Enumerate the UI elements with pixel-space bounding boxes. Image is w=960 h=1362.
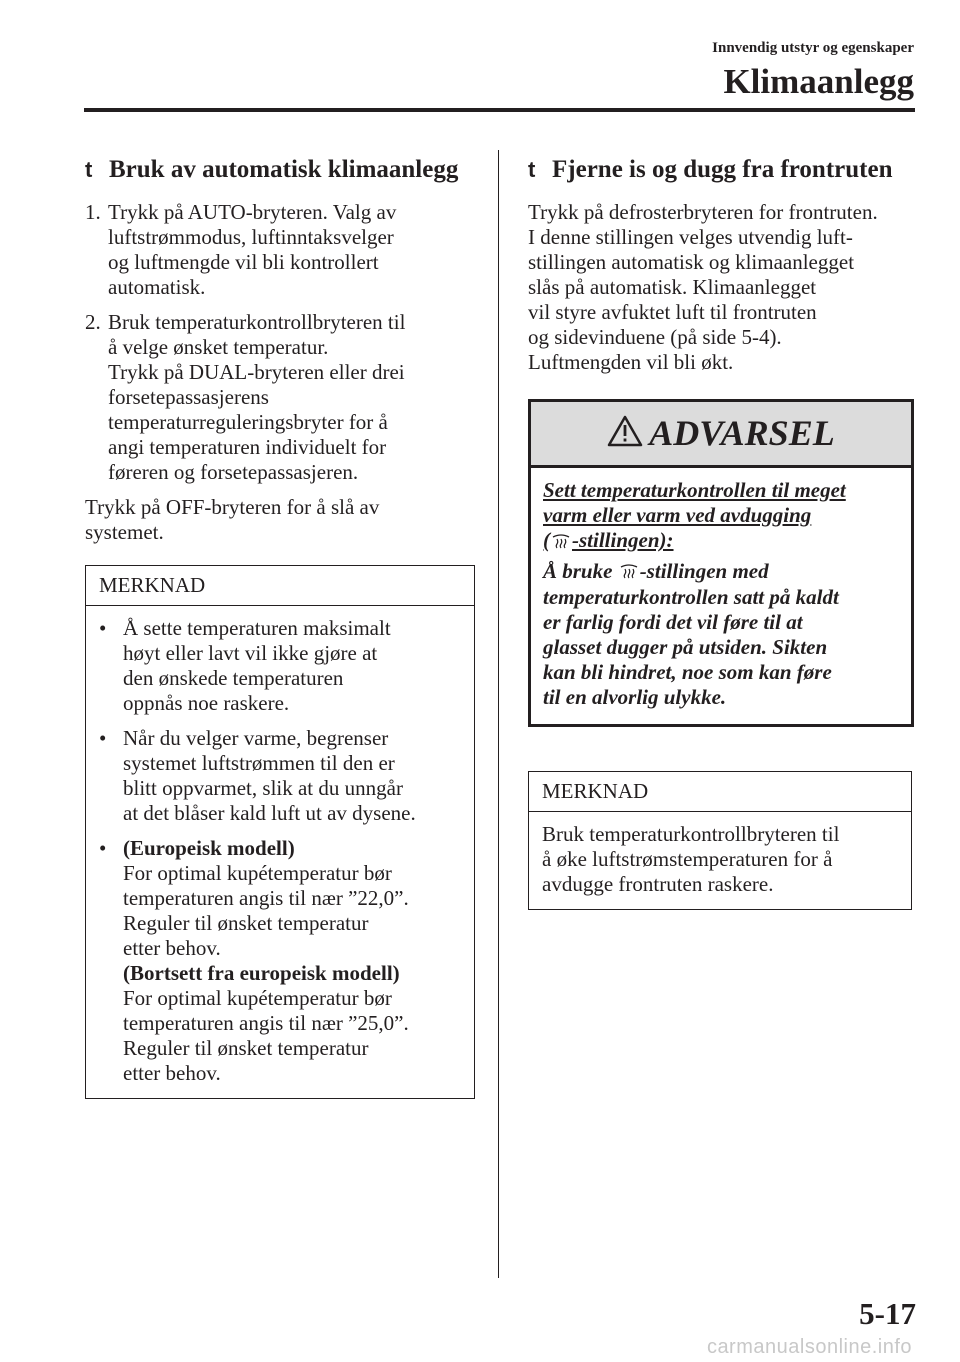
warning-body-line: til en alvorlig ulykke. [543,685,727,710]
text-line: temperaturen angis til nær ”25,0”. [123,1011,409,1035]
section-bullet: t [85,157,93,182]
warning-header [531,402,911,468]
warning-body-line [543,559,899,586]
bullet-dot: • [99,836,107,860]
step-text [108,200,475,300]
right-column [528,154,918,910]
text-line: Bruk temperaturkontrollbryteren til [108,310,406,334]
text-line: automatisk. [108,275,206,299]
note-bullet [99,836,461,1086]
text-line: at det blåser kald luft ut av dysene. [123,801,416,825]
text-line: Trykk på DUAL-bryteren eller drei [108,360,405,384]
text-line: temperaturreguleringsbryter for å [108,410,388,434]
model-heading-eu: (Europeisk modell) [123,836,295,860]
model-heading-non-eu: (Bortsett fra europeisk modell) [123,961,400,985]
warning-title-line: Sett temperaturkontrollen til meget [543,478,846,502]
text-line: angi temperaturen individuelt for [108,435,387,459]
text-line: Når du velger varme, begrenser [123,726,389,750]
page-title: Klimaanlegg [723,62,914,101]
note-body [86,606,474,1098]
windshield-defrost-icon [620,560,638,585]
text-line: stillingen automatisk og klimaanlegget [528,250,855,274]
text-line: Reguler til ønsket temperatur [123,1036,369,1060]
section-heading-text: Bruk av automatisk klimaanlegg [109,156,459,183]
defrost-paragraph [528,200,918,375]
bullet-dot: • [99,726,107,750]
warning-body [531,468,911,724]
text-line: og sidevinduene (på side 5-4). [528,325,782,349]
section-heading-automatic [85,154,475,186]
bullet-dot: • [99,616,107,640]
text-line: Luftmengden vil bli økt. [528,350,734,374]
section-heading-defrost [528,154,918,186]
text-line: etter behov. [123,1061,221,1085]
text-line: Reguler til ønsket temperatur [123,911,369,935]
note-title: MERKNAD [86,566,474,606]
text-line: Trykk på OFF-bryteren for å slå av [85,495,380,519]
note-body [529,812,911,909]
left-column [85,154,475,1099]
text-line: forsetepassasjerens [108,385,269,409]
text-line: blitt oppvarmet, slik at du unngår [123,776,403,800]
warning-box [528,399,914,727]
body-post: -stillingen med [639,558,769,583]
text-line: I denne stillingen velges utvendig luft- [528,225,853,249]
text-line: Å sette temperaturen maksimalt [123,616,391,640]
text-line: systemet luftstrømmen til den er [123,751,395,775]
note-bullet-text [123,836,409,1086]
watermark-site: carmanualsonline.info [706,1336,912,1358]
text-line: å velge ønsket temperatur. [108,335,329,359]
title-rest: -stillingen): [572,528,674,552]
text-line: føreren og forsetepassasjeren. [108,460,359,484]
text-line: temperaturen angis til nær ”22,0”. [123,886,409,910]
step-1 [85,200,475,300]
step-number: 2. [85,310,101,334]
page-number: 5-17 [859,1296,916,1331]
text-line: Bruk temperaturkontrollbryteren til [542,822,840,847]
step-2 [85,310,475,485]
text-line: slås på automatisk. Klimaanlegget [528,275,817,299]
text-line: å øke luftstrømstemperaturen for å [542,847,833,872]
section-bullet: t [528,157,536,182]
text-line: Trykk på AUTO-bryteren. Valg av [108,200,397,224]
warning-body-line: er farlig fordi det vil føre til at [543,610,803,635]
paren: ( [543,528,550,552]
note-box-right [528,771,912,910]
header-rule [84,108,915,112]
text-line: Trykk på defrosterbryteren for frontruten. [528,200,878,224]
note-title: MERKNAD [529,772,911,812]
text-line: For optimal kupétemperatur bør [123,986,392,1010]
text-line: For optimal kupétemperatur bør [123,861,392,885]
header-section-label: Innvendig utstyr og egenskaper [712,40,914,56]
text-line: luftstrømmodus, luftinntaksvelger [108,225,394,249]
warning-body-line: temperaturkontrollen satt på kaldt [543,585,839,610]
note-bullet-text [123,616,391,716]
section-heading-text: Fjerne is og dugg fra frontruten [552,156,893,183]
warning-body-line: glasset dugger på utsiden. Sikten [543,635,828,660]
text-line: avdugge frontruten raskere. [542,872,774,897]
text-line: høyt eller lavt vil ikke gjøre at [123,641,378,665]
text-line: oppnås noe raskere. [123,691,290,715]
body-pre: Å bruke [543,558,613,583]
step-text [108,310,475,485]
note-bullet [99,616,461,716]
note-bullet [99,726,461,826]
off-paragraph [85,495,475,545]
text-line: og luftmengde vil bli kontrollert [108,250,379,274]
note-bullet-text [123,726,416,826]
warning-title-line: varm eller varm ved avdugging [543,503,812,527]
windshield-defrost-icon [552,530,570,555]
warning-triangle-icon [607,415,643,453]
warning-label: ADVARSEL [649,413,835,453]
text-line: den ønskede temperaturen [123,666,344,690]
note-box-left [85,565,475,1099]
text-line: vil styre avfuktet luft til frontruten [528,300,817,324]
warning-title-line [543,528,899,555]
text-line: systemet. [85,520,164,544]
column-divider [498,150,499,1278]
step-number: 1. [85,200,101,224]
text-line: etter behov. [123,936,221,960]
warning-body-line: kan bli hindret, noe som kan føre [543,660,832,685]
